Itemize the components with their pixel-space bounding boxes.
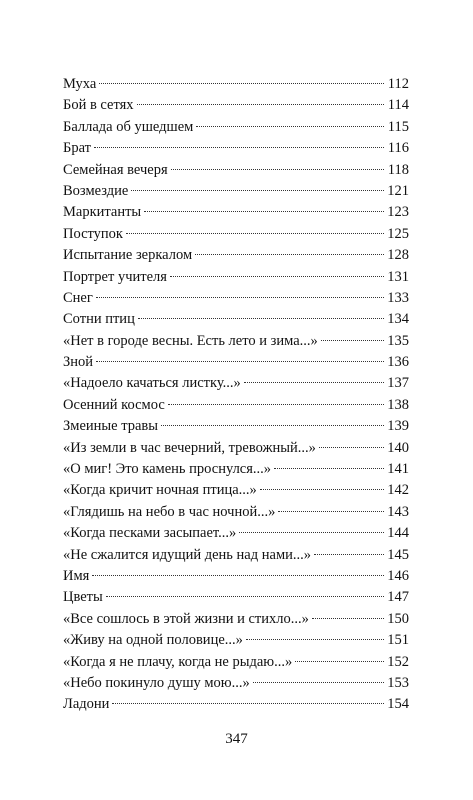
dot-leader [319,447,384,448]
dot-leader [144,211,384,212]
dot-leader [260,489,384,490]
dot-leader [278,511,384,512]
dot-leader [96,297,384,298]
toc-entry-title: Ладони [63,696,110,713]
toc-entry-page: 123 [387,204,409,221]
toc-entry-page: 138 [387,396,409,413]
toc-entry-title: «Нет в городе весны. Есть лето и зима...» [63,332,318,349]
toc-entry-page: 134 [387,311,409,328]
toc-entry-page: 153 [387,674,409,691]
dot-leader [246,639,384,640]
toc-entry-page: 154 [387,696,409,713]
dot-leader [170,276,384,277]
toc-entry-page: 146 [387,567,409,584]
toc-entry [63,352,409,373]
toc-entry-page: 137 [387,375,409,392]
toc-entry [63,694,409,715]
toc-entry [63,181,409,202]
toc-entry-title: Зной [63,354,94,371]
dot-leader [321,340,384,341]
toc-entry-page: 151 [387,632,409,649]
toc-entry-page: 125 [387,225,409,242]
toc-entry-page: 133 [387,289,409,306]
dot-leader [112,703,384,704]
dot-leader [274,468,384,469]
toc-entry-title: «Все сошлось в этой жизни и стихло...» [63,610,309,627]
dot-leader [106,596,384,597]
dot-leader [253,682,384,683]
dot-leader [94,147,384,148]
toc-entry-page: 142 [387,482,409,499]
toc-entry [63,502,409,523]
toc-entry-title: «Из земли в час вечерний, тревожный...» [63,439,316,456]
toc-entry [63,95,409,116]
toc-entry-title: Цветы [63,589,103,606]
toc-entry-title: Имя [63,567,90,584]
toc-entry-title: «Глядишь на небо в час ночной...» [63,503,276,520]
dot-leader [138,318,384,319]
toc-entry-title: Портрет учителя [63,268,167,285]
toc-entry-title: «Надоело качаться листку...» [63,375,241,392]
toc-entry [63,288,409,309]
toc-entry-page: 140 [387,439,409,456]
dot-leader [195,254,384,255]
toc-entry [63,138,409,159]
toc-entry [63,160,409,181]
toc-entry [63,373,409,394]
toc-entry-title: Бой в сетях [63,97,134,114]
toc-entry-title: Брат [63,140,91,157]
toc-entry-page: 115 [387,118,409,135]
toc-entry-page: 114 [387,97,409,114]
toc-entry [63,480,409,501]
toc-entry [63,545,409,566]
dot-leader [161,425,384,426]
toc-entry [63,202,409,223]
toc-entry-title: Баллада об ушедшем [63,118,194,135]
toc-entry-title: «Живу на одной половице...» [63,632,243,649]
toc-entry-title: «Не сжалится идущий день над нами...» [63,546,312,563]
table-of-contents [63,74,409,716]
toc-entry-title: «Когда кричит ночная птица...» [63,482,257,499]
dot-leader [126,233,384,234]
toc-entry [63,416,409,437]
toc-entry-page: 112 [387,76,409,92]
toc-entry-title: Поступок [63,225,123,242]
toc-entry-title: Испытание зеркалом [63,247,193,264]
toc-entry [63,459,409,480]
toc-entry [63,267,409,288]
toc-entry-title: «Когда песками засыпает...» [63,525,237,542]
dot-leader [137,104,384,105]
toc-entry [63,630,409,651]
toc-entry-page: 139 [387,418,409,435]
dot-leader [314,554,384,555]
dot-leader [295,661,384,662]
toc-entry-title: Возмездие [63,182,129,199]
dot-leader [196,126,384,127]
toc-entry [63,224,409,245]
toc-entry [63,395,409,416]
dot-leader [244,382,384,383]
toc-entry [63,438,409,459]
toc-entry [63,652,409,673]
dot-leader [171,169,384,170]
toc-entry-title: Маркитанты [63,204,142,221]
toc-entry-page: 147 [387,589,409,606]
toc-entry-page: 135 [387,332,409,349]
dot-leader [168,404,384,405]
toc-entry-title: Снег [63,289,93,306]
toc-entry-page: 141 [387,461,409,478]
toc-entry-title: Семейная вечеря [63,161,168,178]
dot-leader [92,575,384,576]
toc-entry [63,609,409,630]
toc-entry-page: 128 [387,247,409,264]
dot-leader [96,361,384,362]
toc-entry-page: 150 [387,610,409,627]
toc-entry-title: Муха [63,76,97,92]
toc-entry-title: «О миг! Это камень проснулся...» [63,461,272,478]
toc-entry [63,673,409,694]
toc-entry-page: 145 [387,546,409,563]
toc-entry [63,331,409,352]
toc-entry-title: Сотни птиц [63,311,135,328]
toc-entry [63,309,409,330]
toc-entry-page: 136 [387,354,409,371]
toc-entry [63,245,409,266]
dot-leader [239,532,384,533]
toc-entry-page: 118 [387,161,409,178]
toc-entry-title: «Когда я не плачу, когда не рыдаю...» [63,653,293,670]
toc-entry [63,74,409,95]
toc-entry-title: «Небо покинуло душу мою...» [63,674,250,691]
dot-leader [312,618,384,619]
toc-entry [63,587,409,608]
toc-entry-title: Осенний космос [63,396,165,413]
toc-entry-title: Змеиные травы [63,418,158,435]
toc-entry-page: 121 [387,182,409,199]
toc-entry-page: 116 [387,140,409,157]
toc-entry [63,117,409,138]
toc-entry [63,566,409,587]
toc-entry [63,523,409,544]
toc-entry-page: 131 [387,268,409,285]
dot-leader [99,83,384,84]
toc-entry-page: 152 [387,653,409,670]
toc-entry-page: 144 [387,525,409,542]
dot-leader [131,190,384,191]
toc-entry-page: 143 [387,503,409,520]
page-number: 347 [225,731,248,747]
